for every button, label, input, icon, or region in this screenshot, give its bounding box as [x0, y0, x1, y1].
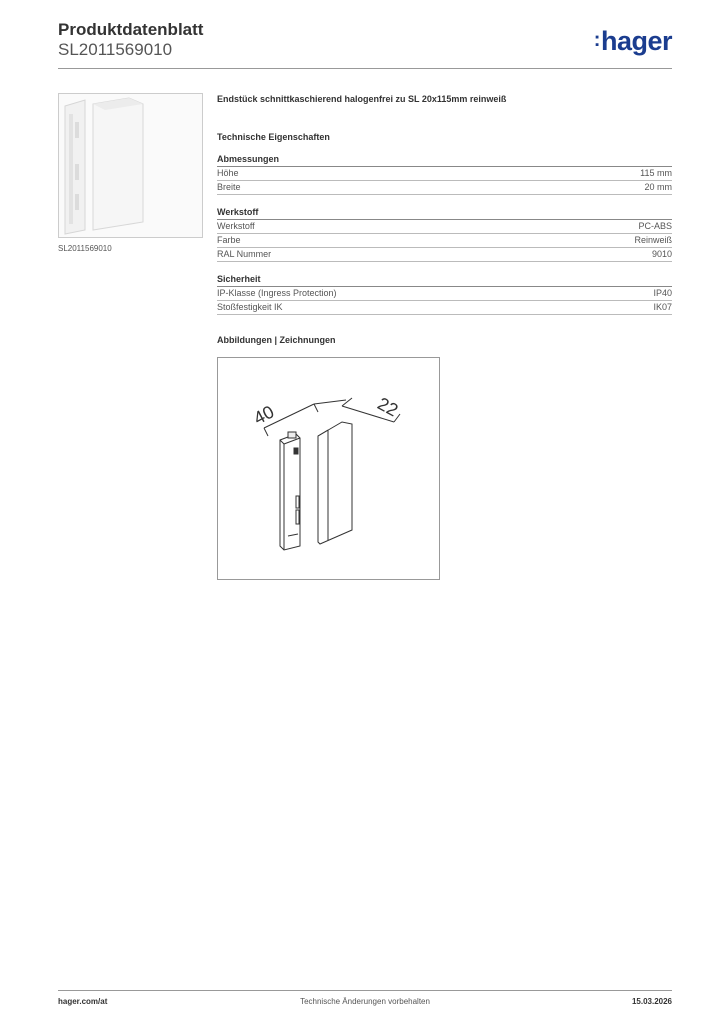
technical-properties-title: Technische Eigenschaften	[217, 132, 330, 142]
group-title: Sicherheit	[217, 274, 672, 287]
property-value: IK07	[653, 302, 672, 312]
property-value: IP40	[653, 288, 672, 298]
main-content	[217, 94, 672, 345]
property-row	[217, 248, 672, 262]
property-label: Farbe	[217, 235, 241, 245]
hager-logo: :hager	[593, 26, 672, 56]
property-value: Reinweiß	[634, 235, 672, 245]
group-dimensions	[217, 154, 672, 195]
footer-date: 15.03.2026	[631, 997, 672, 1006]
property-row	[217, 181, 672, 195]
property-value: 9010	[651, 249, 672, 259]
dimension-drawing	[218, 358, 439, 579]
product-image	[58, 93, 203, 238]
property-value: 20 mm	[644, 182, 672, 192]
property-row	[217, 234, 672, 248]
figures-title: Abbildungen | Zeichnungen	[217, 335, 336, 345]
property-value: PC-ABS	[638, 221, 672, 231]
property-label: Höhe	[217, 168, 239, 178]
property-row	[217, 301, 672, 315]
property-row	[217, 287, 672, 301]
footer-website-link[interactable]: hager.com/at	[58, 997, 108, 1006]
product-code: SL2011569010	[58, 40, 173, 59]
product-description: Endstück schnittkaschierend halogenfrei zu SL 20x115mm reinweiß	[217, 94, 507, 104]
property-row	[217, 220, 672, 234]
header-divider	[58, 68, 672, 69]
footer-divider	[58, 990, 672, 991]
property-label: RAL Nummer	[217, 249, 272, 259]
dimension-label-22: 22	[374, 393, 402, 421]
property-row	[217, 167, 672, 181]
product-image-caption: SL2011569010	[58, 244, 112, 253]
property-label: IP-Klasse (Ingress Protection)	[217, 288, 337, 298]
property-label: Werkstoff	[217, 221, 255, 231]
group-title: Abmessungen	[217, 154, 672, 167]
dimension-label-40: 40	[250, 401, 278, 429]
header	[58, 20, 672, 70]
group-title: Werkstoff	[217, 207, 672, 220]
technical-drawing	[217, 357, 440, 580]
property-label: Stoßfestigkeit IK	[217, 302, 283, 312]
property-value: 115 mm	[640, 168, 672, 178]
logo-text: hager	[600, 26, 672, 56]
group-safety	[217, 274, 672, 315]
end-cap-photo	[59, 94, 202, 237]
footer-notice: Technische Änderungen vorbehalten	[300, 997, 430, 1006]
group-material	[217, 207, 672, 262]
property-label: Breite	[217, 182, 241, 192]
document-title: Produktdatenblatt	[58, 20, 204, 39]
